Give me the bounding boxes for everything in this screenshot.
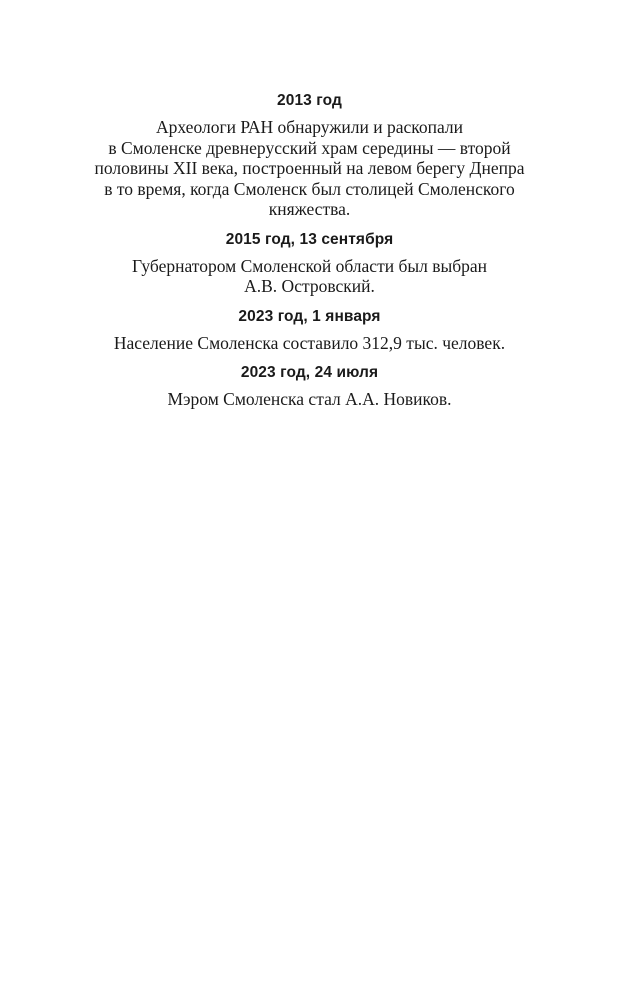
chronology-entry-2015 bbox=[60, 230, 559, 297]
text-line: Население Смоленска составило 312,9 тыс. человек. bbox=[113, 332, 506, 353]
text-line: Археологи РАН обнаружили и раскопали bbox=[155, 117, 464, 137]
text-line: А.В. Островский. bbox=[244, 276, 375, 296]
text-line: Мэром Смоленска стал А.А. Новиков. bbox=[167, 389, 452, 409]
chronology-entry-2023-july bbox=[60, 363, 559, 410]
entry-text bbox=[60, 389, 559, 410]
entry-heading: 2023 год, 24 июля bbox=[240, 364, 379, 381]
text-line: в Смоленске древнерусский храм середины — второй bbox=[108, 137, 511, 158]
chronology-entry-2023-january bbox=[60, 307, 559, 354]
text-line: княжества. bbox=[268, 199, 351, 219]
text-line: в то время, когда Смоленск был столицей Смоленского bbox=[104, 178, 515, 199]
entry-heading: 2015 год, 13 сентября bbox=[225, 230, 394, 248]
entry-text bbox=[60, 117, 559, 220]
entry-text bbox=[60, 256, 559, 297]
text-line: Губернатором Смоленской области был выбран bbox=[131, 255, 488, 276]
entry-heading: 2023 год, 1 января bbox=[238, 307, 381, 325]
entry-text bbox=[60, 333, 559, 354]
chronology-entries bbox=[60, 91, 559, 410]
entry-heading: 2013 год bbox=[277, 92, 342, 109]
text-line: половины XII века, построенный на левом берегу Днепра bbox=[94, 158, 525, 178]
chronology-entry-2013 bbox=[60, 91, 559, 220]
